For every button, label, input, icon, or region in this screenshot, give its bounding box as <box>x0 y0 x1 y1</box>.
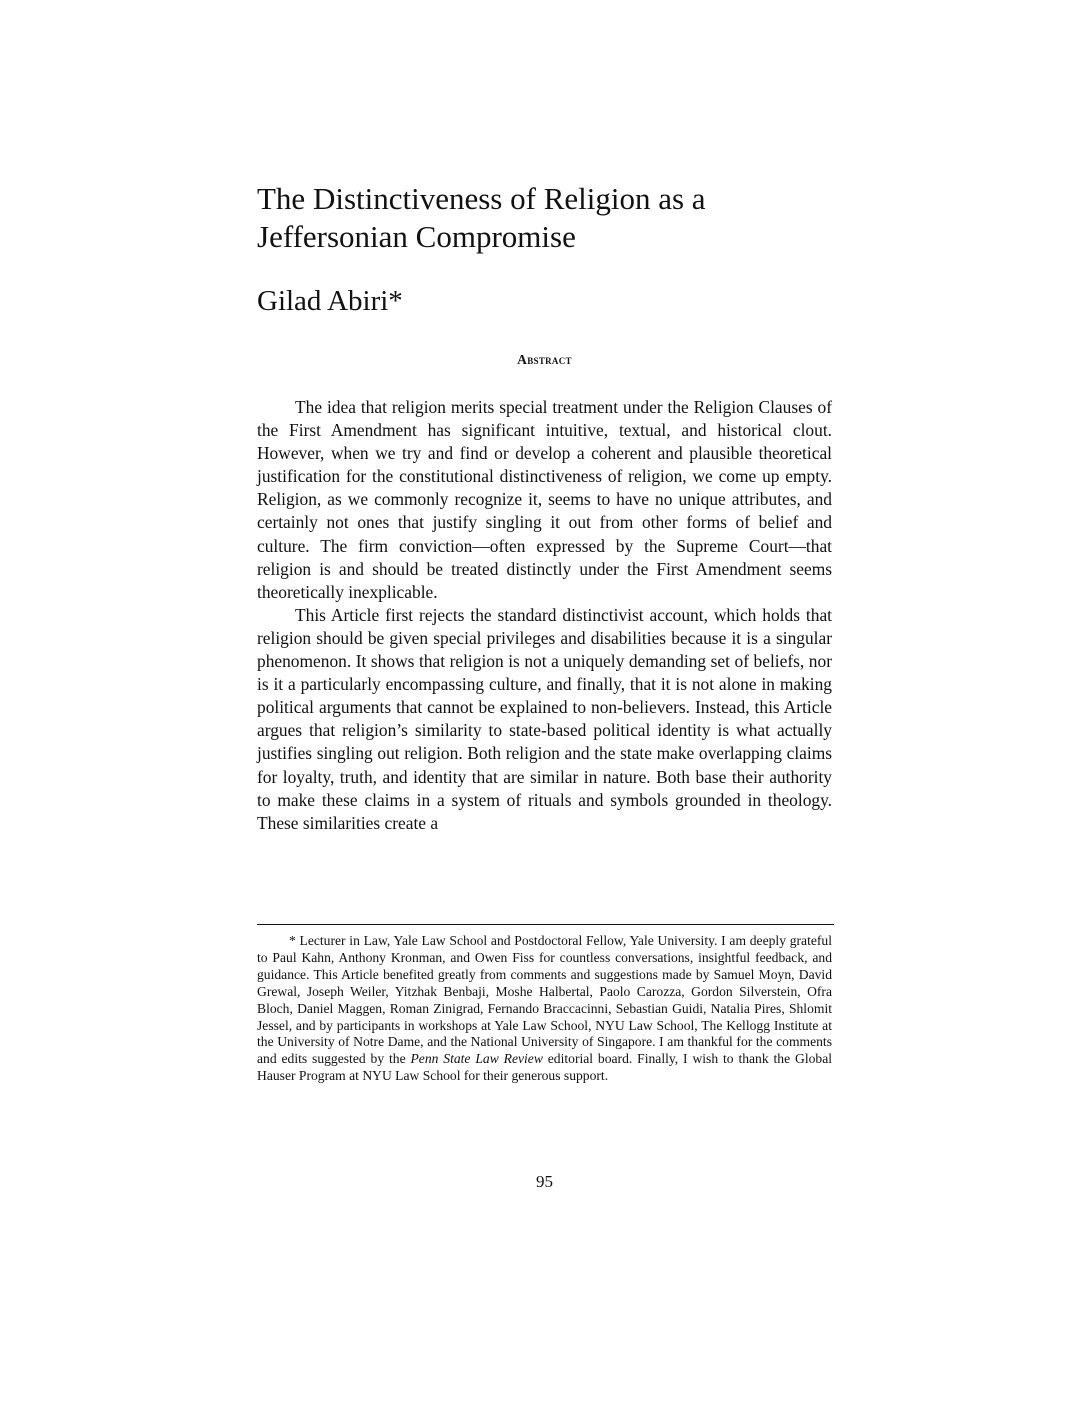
abstract-heading: Abstract <box>517 352 572 367</box>
footnote-paragraph <box>257 933 832 1085</box>
abstract-body <box>257 396 832 835</box>
author-name: Gilad Abiri* <box>257 285 403 317</box>
journal-name: Penn State Law Review <box>410 1051 543 1067</box>
page-number: 95 <box>536 1172 553 1191</box>
abstract-paragraph-2: This Article first rejects the standard distinctivist account, which holds that religion should be given special privileges and disabilities because it is a singular phenomenon. It shows that religion is not a uniquely demanding set of beliefs, nor is it a particularly encompassing culture, and finally, that it is not alone in making political arguments that cannot be explained to non-believers. Instead, this Article argues that religion’s similarity to state-based political identity is what actually justifies singling out religion. Both religion and the state make overlapping claims for loyalty, truth, and identity that are similar in nature. Both base their authority to make these claims in a system of rituals and symbols grounded in theology. These similarities create a <box>257 604 832 833</box>
footnote-separator <box>257 924 834 925</box>
article-title <box>257 180 837 256</box>
footnote-text-part-1: Lecturer in Law, Yale Law School and Postdoctoral Fellow, Yale University. I am deeply grateful to Paul Kahn, Anthony Kronman, and Owen Fiss for countless conversations, insightful feedback, and guidance. This Article benefited greatly from comments and suggestions made by Samuel Moyn, David Grewal, Joseph Weiler, Yitzhak Benbaji, Moshe Halbertal, Paolo Carozza, Gordon Silverstein, Ofra Bloch, Daniel Maggen, Roman Zinigrad, Fernando Braccacinni, Sebastian Guidi, Natalia Pires, Shlomit Jessel, and by participants in workshops at Yale Law School, NYU Law School, The Kellogg Institute at the University of Notre Dame, and the National University of Singapore. I am thankful for the comments and edits suggested by the <box>257 933 832 1067</box>
footnote-text-part-2: editorial board. Finally, I wish to thank the Global Hauser Program at NYU Law School for their generous support. <box>257 1051 833 1084</box>
article-title-line-2: Jeffersonian Compromise <box>257 219 576 254</box>
footnote <box>257 933 832 1085</box>
abstract-paragraph-1: The idea that religion merits special treatment under the Religion Clauses of the First Amendment has significant intuitive, textual, and historical clout. However, when we try and find or develop a coherent and plausible theoretical justification for the constitutional distinctiveness of religion, we come up empty. Religion, as we commonly recognize it, seems to have no unique attributes, and certainly not ones that justify singling it out from other forms of belief and culture. The firm conviction—often expressed by the Supreme Court—that religion is and should be treated distinctly under the First Amendment seems theoretically inexplicable. <box>257 397 832 602</box>
article-title-line-1: The Distinctiveness of Religion as a <box>257 181 706 216</box>
footnote-marker: * <box>289 933 296 948</box>
